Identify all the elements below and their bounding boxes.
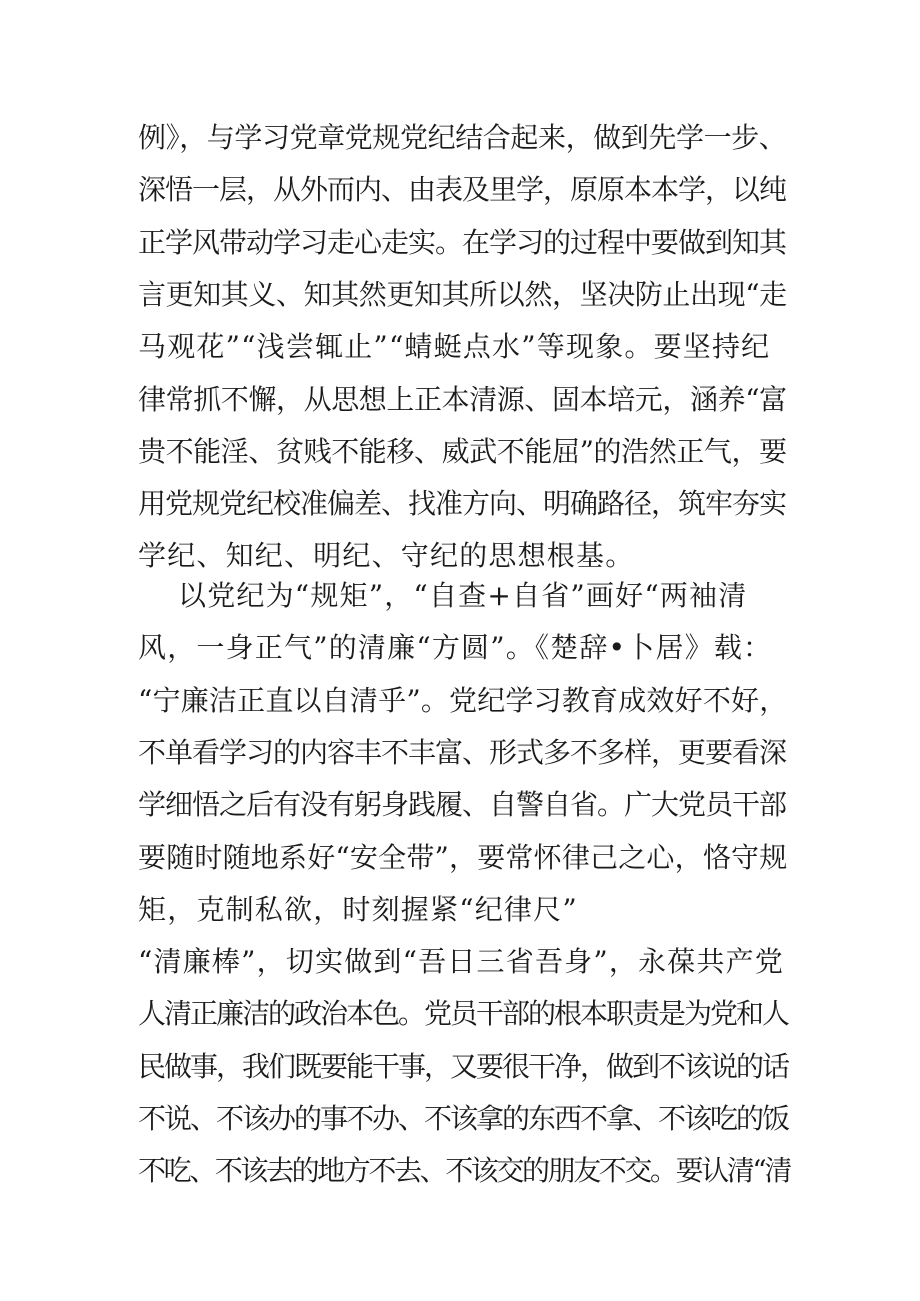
text-line: 正学风带动学习走心走实。在学习的过程中要做到知其 [138,225,787,259]
text-line: “清廉棒”，切实做到“吾日三省吾身”，永葆共产党 [138,945,785,979]
text-line: 人清正廉洁的政治本色。党员干部的根本职责是为党和人 [138,997,789,1031]
text-line: 贵不能淫、贫贱不能移、威武不能屈”的浩然正气，要 [138,434,787,468]
text-line: 要随时随地系好“安全带”，要常怀律己之心，恪守规 [138,840,788,874]
text-line: 矩，克制私欲，时刻握紧“纪律尺” [138,892,578,926]
text-line: 民做事，我们既要能干事，又要很干净，做到不该说的话 [138,1049,789,1083]
text-line: 以党纪为“规矩”，“自查+自省”画好“两袖清 [178,579,748,612]
text-line: 不吃、不该去的地方不去、不该交的朋友不交。要认清“清 [138,1154,790,1188]
text-line: 风，一身正气”的清廉“方圆”。《楚辞•卜居》载： [138,631,773,665]
text-line: 例》，与学习党章党规党纪结合起来，做到先学一步、 [138,121,787,154]
text-line: 用党规党纪校准偏差、找准方向、明确路径，筑牢夯实 [138,487,787,521]
text-line: 不说、不该办的事不办、不该拿的东西不拿、不该吃的饭 [138,1102,789,1135]
text-line: 言更知其义、知其然更知其所以然，坚决防止出现“走 [138,277,787,311]
text-line: 不单看学习的内容丰不丰富、形式多不多样，更要看深 [138,735,787,769]
text-line: “宁廉洁正直以自清乎”。党纪学习教育成效好不好， [138,683,788,717]
text-line: 深悟一层，从外而内、由表及里学，原原本本学，以纯 [138,173,787,207]
text-line: 学细悟之后有没有躬身践履、自警自省。广大党员干部 [138,788,787,822]
text-line: 马观花”“浅尝辄止”“蜻蜓点水”等现象。要坚持纪 [138,330,771,364]
text-line: 学纪、知纪、明纪、守纪的思想根基。 [138,539,635,573]
text-line: 律常抓不懈，从思想上正本清源、固本培元，涵养“富 [138,382,787,416]
